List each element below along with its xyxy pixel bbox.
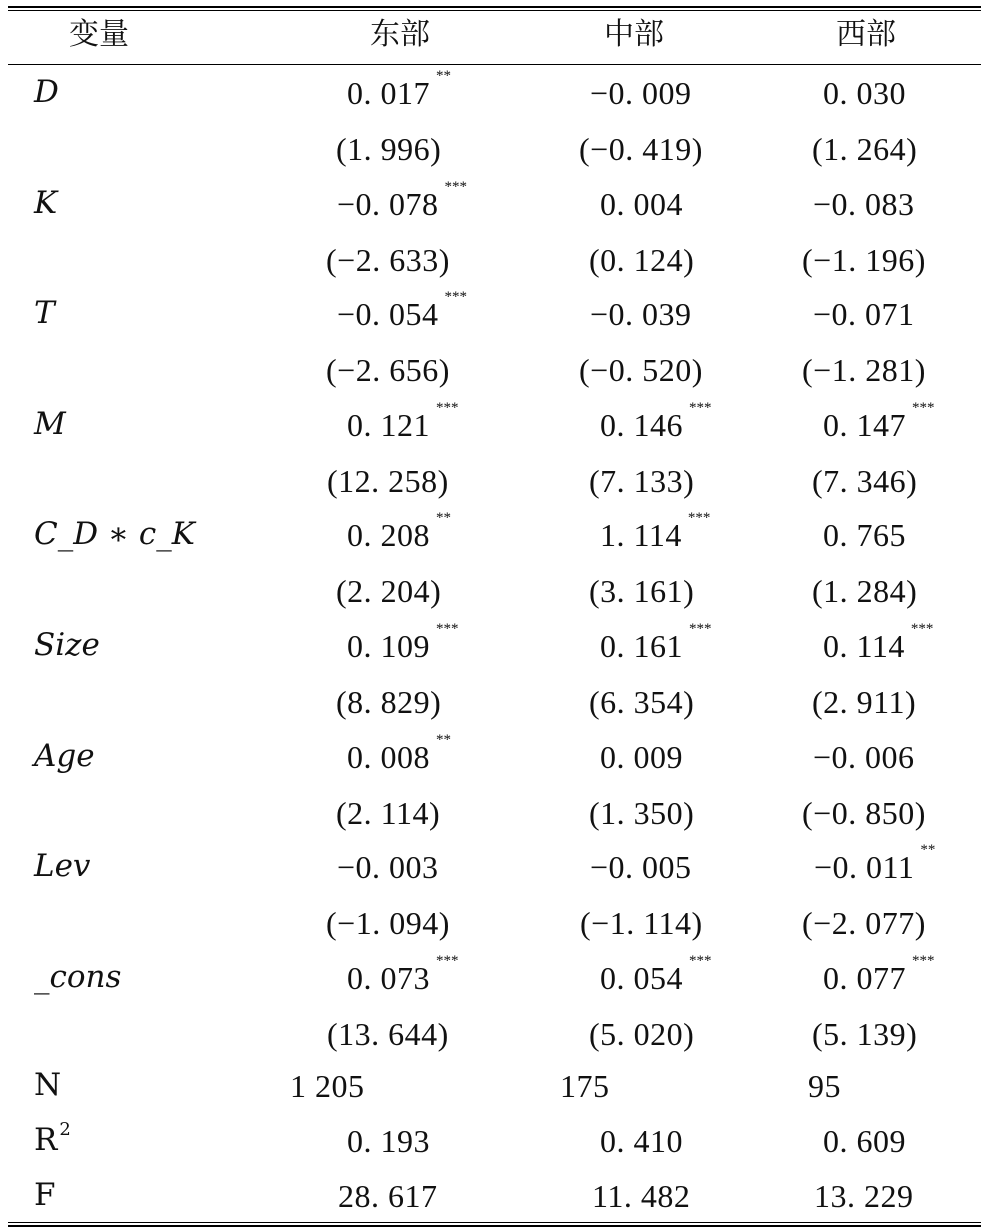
header-rule <box>8 64 981 65</box>
coefficient-cell <box>347 953 459 996</box>
t-statistic: (2. 204) <box>336 573 442 609</box>
coefficient-value: 0. 004 <box>600 186 683 222</box>
coefficient-value: 0. 030 <box>823 75 906 111</box>
coefficient-value: −0. 011 <box>814 849 915 885</box>
significance-stars: *** <box>689 621 712 637</box>
stat-label <box>34 1067 62 1103</box>
coefficient-value: 0. 161 <box>600 628 683 664</box>
t-statistic: (8. 829) <box>336 684 442 720</box>
coefficient-value: 1. 114 <box>600 517 682 553</box>
t-statistic: (7. 346) <box>812 463 918 499</box>
header-region-2: 中部 <box>604 17 664 52</box>
table-bottom-rule <box>8 1225 981 1227</box>
coefficient-cell <box>347 400 459 443</box>
significance-stars: ** <box>436 732 451 748</box>
coefficient-value: −0. 005 <box>590 849 692 885</box>
significance-stars: *** <box>910 621 934 637</box>
coefficient-cell <box>823 953 935 996</box>
stat-value: 1 205 <box>290 1068 365 1104</box>
coefficient-cell <box>347 510 451 553</box>
table-top-rule <box>8 6 981 8</box>
coefficient-cell <box>814 842 936 885</box>
significance-stars: *** <box>912 400 935 416</box>
coefficient-cell <box>590 77 692 109</box>
coefficient-value: 0. 146 <box>600 407 683 443</box>
significance-stars: ** <box>920 842 936 858</box>
variable-label: D <box>34 74 59 110</box>
coefficient-cell <box>823 519 906 551</box>
t-statistic: (−2. 656) <box>326 352 450 388</box>
coefficient-cell <box>600 400 712 443</box>
stat-value: 0. 193 <box>347 1123 430 1159</box>
coefficient-value: 0. 121 <box>347 407 430 443</box>
coefficient-cell <box>590 298 692 330</box>
t-statistic: (−0. 520) <box>579 352 703 388</box>
coefficient-cell <box>337 851 439 883</box>
coefficient-value: 0. 147 <box>823 407 906 443</box>
variable-label: C_D ∗ c_K <box>34 516 195 552</box>
significance-stars: *** <box>436 953 459 969</box>
coefficient-value: 0. 208 <box>347 517 430 553</box>
coefficient-cell <box>337 289 468 332</box>
t-statistic: (6. 354) <box>589 684 695 720</box>
t-statistic: (5. 020) <box>589 1016 695 1052</box>
coefficient-value: −0. 009 <box>590 75 692 111</box>
t-statistic: (−0. 850) <box>802 795 926 831</box>
table-top-rule-thin <box>8 10 981 11</box>
coefficient-value: 0. 109 <box>347 628 430 664</box>
t-statistic: (5. 139) <box>812 1016 918 1052</box>
coefficient-cell <box>823 400 935 443</box>
significance-stars: *** <box>689 953 712 969</box>
coefficient-value: −0. 054 <box>337 296 439 332</box>
significance-stars: *** <box>436 400 459 416</box>
coefficient-cell <box>600 621 712 664</box>
t-statistic: (−1. 114) <box>580 905 703 941</box>
header-region-3: 西部 <box>836 17 896 52</box>
stat-label-text: F <box>34 1177 56 1213</box>
t-statistic: (1. 996) <box>336 131 442 167</box>
significance-stars: *** <box>436 621 459 637</box>
t-statistic: (1. 284) <box>812 573 918 609</box>
stat-value: 11. 482 <box>592 1178 691 1214</box>
significance-stars: *** <box>689 400 712 416</box>
t-statistic: (−1. 094) <box>326 905 450 941</box>
coefficient-cell <box>600 188 683 220</box>
stat-value: 13. 229 <box>814 1178 914 1214</box>
coefficient-value: −0. 071 <box>813 296 915 332</box>
significance-stars: *** <box>687 510 711 526</box>
coefficient-value: 0. 017 <box>347 75 430 111</box>
significance-stars: ** <box>436 68 451 84</box>
stat-label-text: N <box>34 1067 62 1103</box>
coefficient-cell <box>600 510 711 553</box>
coefficient-cell <box>823 621 934 664</box>
coefficient-cell <box>347 732 451 775</box>
t-statistic: (2. 114) <box>336 795 441 831</box>
coefficient-cell <box>600 741 683 773</box>
header-variable: 变量 <box>69 17 129 52</box>
t-statistic: (12. 258) <box>327 463 449 499</box>
variable-label: Lev <box>34 848 91 884</box>
t-statistic: (−2. 633) <box>326 242 450 278</box>
variable-label: _cons <box>34 959 122 995</box>
t-statistic: (3. 161) <box>589 573 695 609</box>
significance-stars: *** <box>444 179 468 195</box>
t-statistic: (1. 264) <box>812 131 918 167</box>
coefficient-value: 0. 114 <box>823 628 905 664</box>
table-bottom-rule-thin <box>8 1222 981 1223</box>
coefficient-value: 0. 765 <box>823 517 906 553</box>
coefficient-value: 0. 077 <box>823 960 906 996</box>
t-statistic: (−0. 419) <box>579 131 703 167</box>
variable-label: K <box>34 185 58 221</box>
significance-stars: *** <box>444 289 468 305</box>
t-statistic: (13. 644) <box>327 1016 449 1052</box>
coefficient-cell <box>347 621 459 664</box>
header-region-1: 东部 <box>370 17 430 52</box>
significance-stars: *** <box>912 953 935 969</box>
stat-value: 175 <box>560 1068 610 1104</box>
coefficient-value: 0. 073 <box>347 960 430 996</box>
stat-value: 0. 410 <box>600 1123 683 1159</box>
coefficient-value: −0. 003 <box>337 849 439 885</box>
variable-label: T <box>34 295 55 331</box>
t-statistic: (2. 911) <box>812 684 917 720</box>
t-statistic: (7. 133) <box>589 463 695 499</box>
coefficient-value: 0. 008 <box>347 739 430 775</box>
stat-value: 0. 609 <box>823 1123 906 1159</box>
coefficient-cell <box>600 953 712 996</box>
stat-value: 95 <box>808 1068 841 1104</box>
coefficient-value: −0. 083 <box>813 186 915 222</box>
coefficient-value: 0. 009 <box>600 739 683 775</box>
coefficient-cell <box>813 741 915 773</box>
coefficient-cell <box>813 188 915 220</box>
stat-label <box>34 1177 56 1213</box>
t-statistic: (−1. 196) <box>802 242 926 278</box>
coefficient-value: −0. 006 <box>813 739 915 775</box>
coefficient-cell <box>337 179 468 222</box>
coefficient-cell <box>823 77 906 109</box>
coefficient-value: 0. 054 <box>600 960 683 996</box>
variable-label: M <box>34 406 66 442</box>
coefficient-cell <box>347 68 451 111</box>
variable-label: Age <box>34 738 95 774</box>
t-statistic: (0. 124) <box>589 242 695 278</box>
t-statistic: (1. 350) <box>589 795 695 831</box>
t-statistic: (−2. 077) <box>802 905 926 941</box>
coefficient-cell <box>590 851 692 883</box>
stat-label-text: R <box>34 1122 58 1158</box>
coefficient-cell <box>813 298 915 330</box>
coefficient-value: −0. 039 <box>590 296 692 332</box>
stat-value: 28. 617 <box>338 1178 438 1214</box>
stat-label <box>34 1119 71 1158</box>
variable-label: Size <box>34 627 100 663</box>
t-statistic: (−1. 281) <box>802 352 926 388</box>
significance-stars: ** <box>436 510 451 526</box>
coefficient-value: −0. 078 <box>337 186 439 222</box>
stat-label-superscript: 2 <box>59 1119 71 1140</box>
